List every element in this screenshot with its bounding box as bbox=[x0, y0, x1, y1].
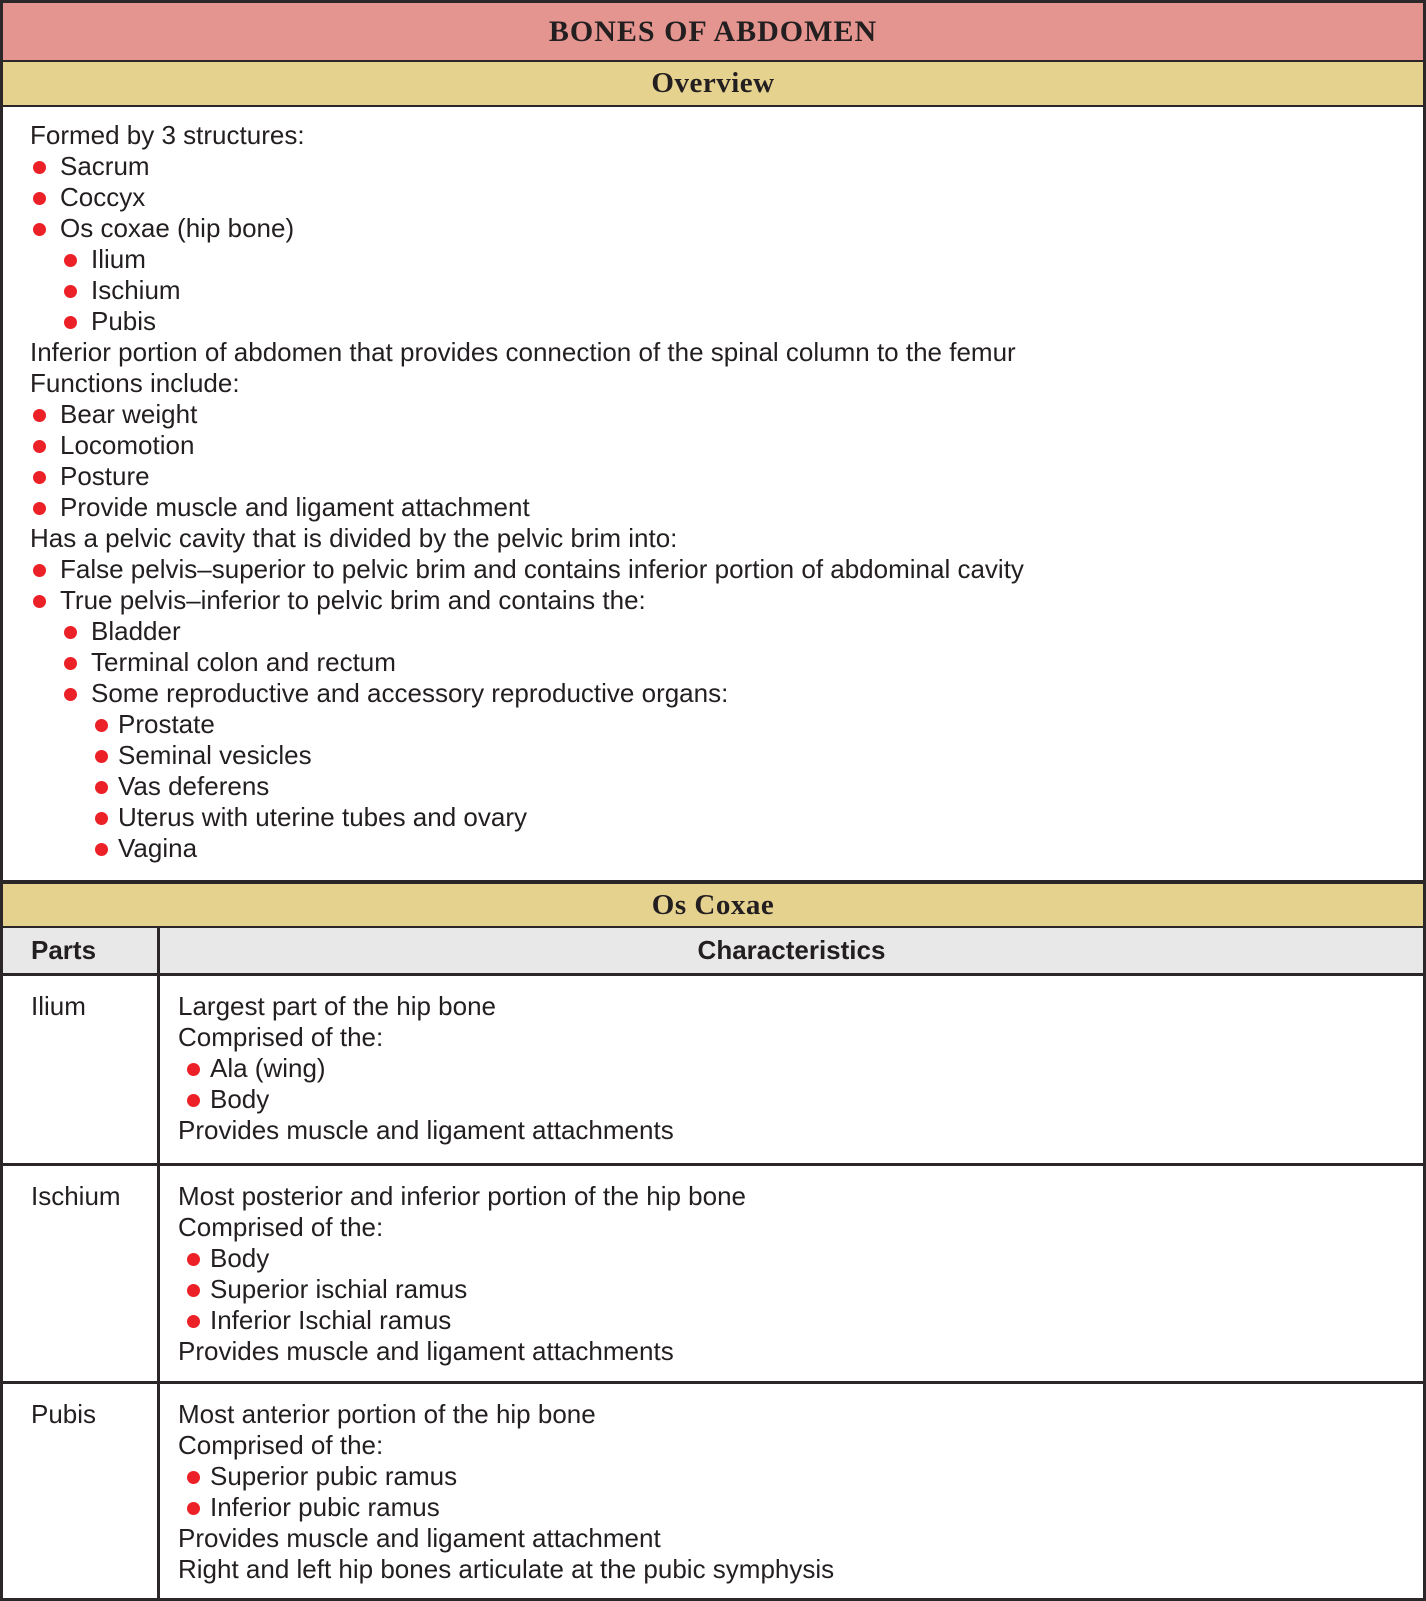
overview-line-text: Posture bbox=[60, 461, 150, 491]
page-title bbox=[3, 3, 1423, 62]
table-row-ischium bbox=[3, 1166, 1423, 1384]
characteristic-line bbox=[178, 1305, 1413, 1336]
characteristic-line-text: Provides muscle and ligament attachment bbox=[178, 1523, 661, 1553]
overview-line-text: Locomotion bbox=[60, 430, 195, 460]
overview-line-text: Vas deferens bbox=[118, 771, 270, 801]
overview-line bbox=[3, 337, 1423, 368]
overview-line-text: Uterus with uterine tubes and ovary bbox=[118, 802, 527, 832]
overview-line-text: Pubis bbox=[91, 306, 157, 336]
bullet-icon bbox=[95, 750, 108, 763]
overview-line-text: True pelvis–inferior to pelvic brim and contains the: bbox=[60, 585, 646, 615]
overview-line bbox=[3, 244, 1423, 275]
section-header-overview bbox=[3, 62, 1423, 107]
overview-line-text: Formed by 3 structures: bbox=[30, 120, 305, 150]
section-header-os-coxae bbox=[3, 883, 1423, 928]
bullet-icon bbox=[187, 1063, 200, 1076]
section-header-overview-text: Overview bbox=[651, 67, 775, 99]
bullet-icon bbox=[187, 1502, 200, 1515]
characteristic-line bbox=[178, 1274, 1413, 1305]
characteristic-line-text: Provides muscle and ligament attachments bbox=[178, 1115, 674, 1145]
bullet-icon bbox=[33, 440, 46, 453]
bullet-icon bbox=[187, 1253, 200, 1266]
characteristic-line-text: Right and left hip bones articulate at the pubic symphysis bbox=[178, 1554, 835, 1584]
overview-line bbox=[3, 833, 1423, 864]
characteristic-line-text: Inferior Ischial ramus bbox=[210, 1305, 452, 1335]
overview-line-text: Some reproductive and accessory reproductive organs: bbox=[91, 678, 729, 708]
characteristic-line bbox=[178, 1115, 1413, 1146]
overview-line bbox=[3, 492, 1423, 523]
overview-line bbox=[3, 275, 1423, 306]
overview-line-text: Ilium bbox=[91, 244, 146, 274]
overview-line bbox=[3, 120, 1423, 151]
column-header-characteristics: Characteristics bbox=[697, 935, 886, 965]
overview-line bbox=[3, 430, 1423, 461]
bullet-icon bbox=[64, 285, 77, 298]
bullet-icon bbox=[64, 254, 77, 267]
characteristics-cell bbox=[160, 976, 1423, 1163]
overview-line bbox=[3, 182, 1423, 213]
bullet-icon bbox=[187, 1315, 200, 1328]
overview-line-text: Prostate bbox=[118, 709, 215, 739]
page-title-text: BONES OF ABDOMEN bbox=[548, 14, 878, 48]
part-label: Ilium bbox=[31, 991, 86, 1021]
overview-line bbox=[3, 709, 1423, 740]
characteristic-line-text: Comprised of the: bbox=[178, 1022, 384, 1052]
bullet-icon bbox=[33, 192, 46, 205]
characteristic-line bbox=[178, 1554, 1413, 1585]
overview-line-text: Provide muscle and ligament attachment bbox=[60, 492, 530, 522]
characteristic-line-text: Body bbox=[210, 1084, 270, 1114]
table-header-row bbox=[3, 928, 1423, 976]
bullet-icon bbox=[95, 719, 108, 732]
characteristic-line bbox=[178, 1430, 1413, 1461]
column-header-parts: Parts bbox=[3, 928, 160, 973]
bullet-icon bbox=[187, 1094, 200, 1107]
overview-line bbox=[3, 802, 1423, 833]
part-cell bbox=[3, 1384, 160, 1598]
overview-line bbox=[3, 368, 1423, 399]
bullet-icon bbox=[33, 471, 46, 484]
characteristic-line bbox=[178, 1022, 1413, 1053]
characteristic-line bbox=[178, 1084, 1413, 1115]
characteristic-line-text: Body bbox=[210, 1243, 270, 1273]
overview-line bbox=[3, 213, 1423, 244]
overview-line bbox=[3, 771, 1423, 802]
characteristic-line bbox=[178, 1243, 1413, 1274]
bullet-icon bbox=[64, 688, 77, 701]
bullet-icon bbox=[64, 316, 77, 329]
overview-line bbox=[3, 523, 1423, 554]
overview-line bbox=[3, 554, 1423, 585]
characteristic-line-text: Most posterior and inferior portion of the hip bone bbox=[178, 1181, 747, 1211]
overview-line-text: False pelvis–superior to pelvic brim and contains inferior portion of abdominal cavity bbox=[60, 554, 1024, 584]
bullet-icon bbox=[95, 812, 108, 825]
overview-line-text: Os coxae (hip bone) bbox=[60, 213, 295, 243]
part-label: Ischium bbox=[31, 1181, 121, 1211]
overview-line bbox=[3, 678, 1423, 709]
part-label: Pubis bbox=[31, 1399, 97, 1429]
overview-line-text: Bladder bbox=[91, 616, 181, 646]
part-cell bbox=[3, 976, 160, 1163]
overview-line bbox=[3, 399, 1423, 430]
characteristic-line-text: Comprised of the: bbox=[178, 1430, 384, 1460]
section-header-os-coxae-text: Os Coxae bbox=[651, 888, 775, 921]
overview-line bbox=[3, 585, 1423, 616]
characteristic-line bbox=[178, 1461, 1413, 1492]
overview-line-text: Coccyx bbox=[60, 182, 146, 212]
characteristic-line bbox=[178, 1181, 1413, 1212]
overview-line-text: Has a pelvic cavity that is divided by the pelvic brim into: bbox=[30, 523, 678, 553]
overview-line-text: Inferior portion of abdomen that provides connection of the spinal column to the femur bbox=[30, 337, 1016, 367]
table-row-pubis bbox=[3, 1384, 1423, 1598]
bullet-icon bbox=[33, 502, 46, 515]
characteristic-line-text: Provides muscle and ligament attachments bbox=[178, 1336, 674, 1366]
overview-line-text: Seminal vesicles bbox=[118, 740, 312, 770]
overview-line bbox=[3, 740, 1423, 771]
overview-line-text: Vagina bbox=[118, 833, 198, 863]
overview-line bbox=[3, 151, 1423, 182]
bullet-icon bbox=[33, 409, 46, 422]
characteristic-line bbox=[178, 1212, 1413, 1243]
characteristic-line bbox=[178, 1492, 1413, 1523]
overview-line-text: Bear weight bbox=[60, 399, 198, 429]
bullet-icon bbox=[95, 781, 108, 794]
overview-line bbox=[3, 616, 1423, 647]
characteristic-line-text: Superior pubic ramus bbox=[210, 1461, 458, 1491]
overview-content bbox=[3, 107, 1423, 883]
characteristics-cell bbox=[160, 1384, 1423, 1598]
characteristic-line-text: Superior ischial ramus bbox=[210, 1274, 468, 1304]
bullet-icon bbox=[95, 843, 108, 856]
bullet-icon bbox=[33, 595, 46, 608]
bullet-icon bbox=[33, 564, 46, 577]
overview-line-text: Functions include: bbox=[30, 368, 240, 398]
part-cell bbox=[3, 1166, 160, 1381]
characteristic-line bbox=[178, 1523, 1413, 1554]
overview-line-text: Ischium bbox=[91, 275, 181, 305]
bullet-icon bbox=[33, 161, 46, 174]
overview-line-text: Sacrum bbox=[60, 151, 150, 181]
characteristic-line-text: Inferior pubic ramus bbox=[210, 1492, 440, 1522]
characteristic-line bbox=[178, 1399, 1413, 1430]
characteristic-line-text: Ala (wing) bbox=[210, 1053, 326, 1083]
characteristic-line bbox=[178, 1053, 1413, 1084]
characteristic-line bbox=[178, 991, 1413, 1022]
characteristics-cell bbox=[160, 1166, 1423, 1381]
characteristic-line-text: Most anterior portion of the hip bone bbox=[178, 1399, 596, 1429]
overview-line-text: Terminal colon and rectum bbox=[91, 647, 396, 677]
bullet-icon bbox=[64, 626, 77, 639]
characteristic-line-text: Largest part of the hip bone bbox=[178, 991, 497, 1021]
overview-line bbox=[3, 647, 1423, 678]
table-row-ilium bbox=[3, 976, 1423, 1166]
bullet-icon bbox=[187, 1284, 200, 1297]
bullet-icon bbox=[187, 1471, 200, 1484]
characteristic-line bbox=[178, 1336, 1413, 1367]
bullet-icon bbox=[33, 223, 46, 236]
overview-line bbox=[3, 461, 1423, 492]
characteristic-line-text: Comprised of the: bbox=[178, 1212, 384, 1242]
os-coxae-rows bbox=[3, 976, 1423, 1598]
bullet-icon bbox=[64, 657, 77, 670]
overview-line bbox=[3, 306, 1423, 337]
